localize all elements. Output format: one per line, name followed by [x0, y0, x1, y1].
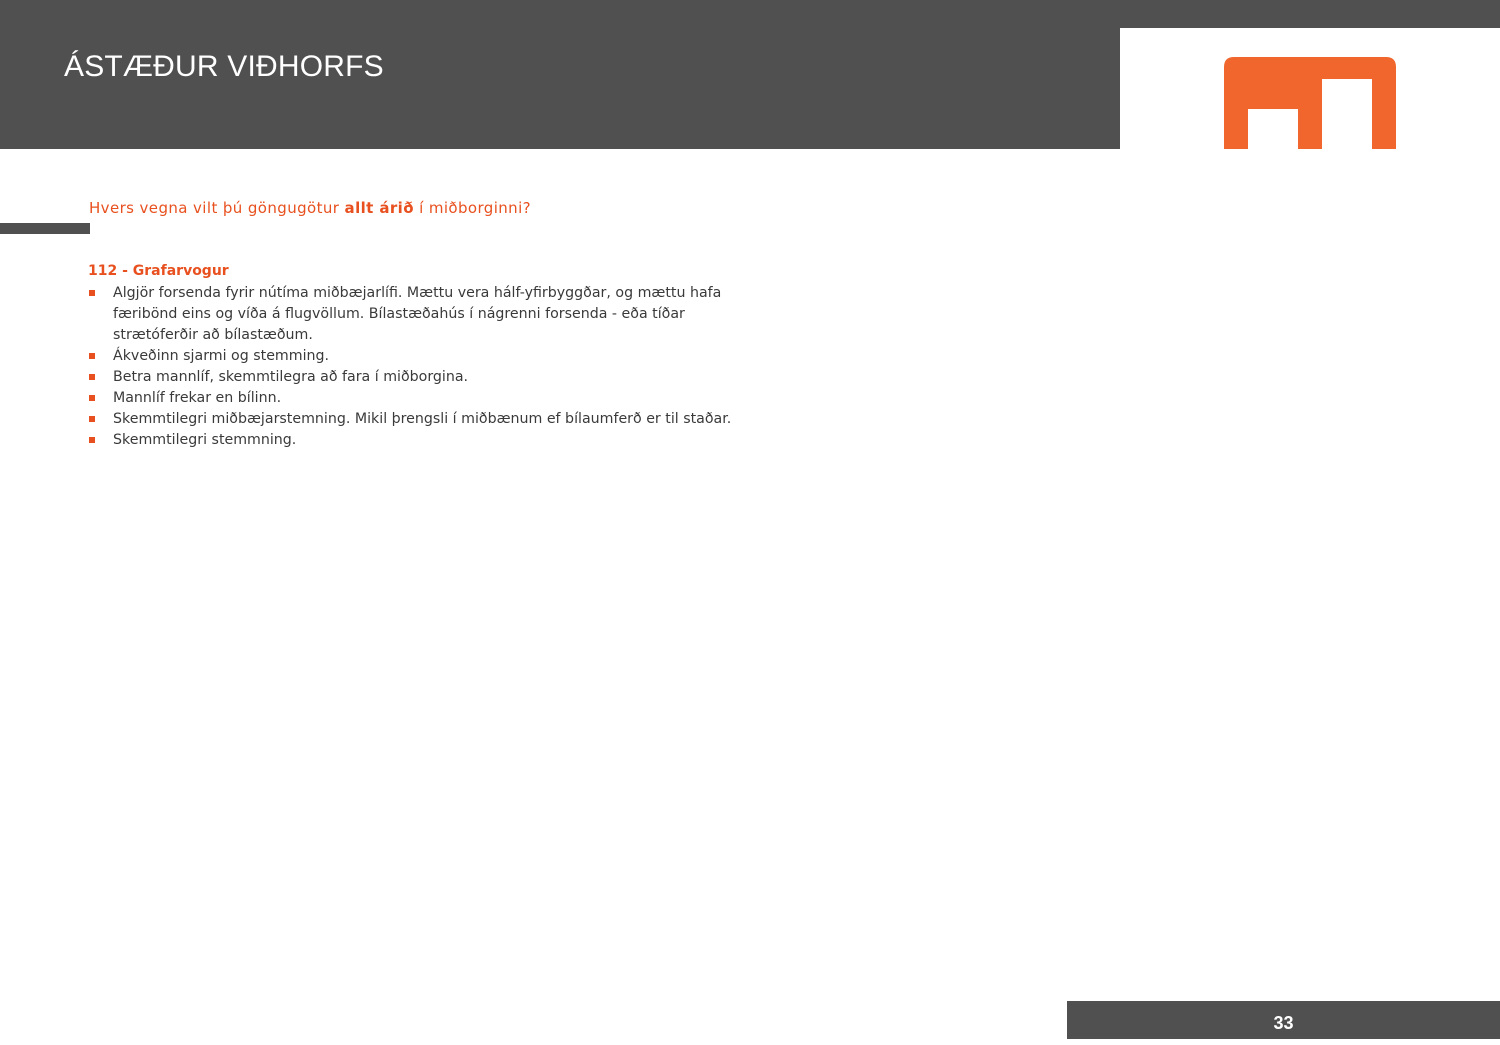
answer-text: Ákveðinn sjarmi og stemming.	[113, 348, 330, 364]
answer-text: Skemmtilegri stemmning.	[113, 432, 297, 448]
answer-text: Mannlíf frekar en bílinn.	[113, 390, 282, 406]
survey-question	[89, 199, 531, 217]
square-bullet-icon	[89, 437, 95, 443]
list-item	[88, 283, 748, 346]
logo-panel	[1120, 28, 1500, 149]
square-bullet-icon	[89, 416, 95, 422]
answer-text: Algjör forsenda fyrir nútíma miðbæjarlífi. Mættu vera hálf-yfirbyggðar, og mættu hafa færibönd eins og víða á flugvöllum. Bílastæðahús í nágrenni forsenda - eða tíðar strætóferðir að bílastæðum.	[113, 285, 722, 343]
list-item	[88, 367, 748, 388]
page-title: ÁSTÆÐUR VIÐHORFS	[64, 50, 384, 83]
square-bullet-icon	[89, 395, 95, 401]
square-bullet-icon	[89, 353, 95, 359]
footer-band	[1067, 1001, 1500, 1039]
answer-text: Betra mannlíf, skemmtilegra að fara í miðborgina.	[113, 369, 469, 385]
square-bullet-icon	[89, 290, 95, 296]
question-emphasis: allt árið	[344, 199, 414, 217]
list-item	[88, 409, 748, 430]
orange-brand-mark-icon	[1224, 57, 1396, 149]
page-number: 33	[1273, 1013, 1294, 1033]
square-bullet-icon	[89, 374, 95, 380]
question-suffix: í miðborginni?	[413, 199, 532, 217]
list-item	[88, 388, 748, 409]
list-item	[88, 346, 748, 367]
answer-list	[88, 283, 748, 451]
section-heading: 112 - Grafarvogur	[88, 263, 229, 279]
answers-section	[88, 263, 748, 451]
question-prefix: Hvers vegna vilt þú göngugötur	[89, 199, 345, 217]
side-accent-bar	[0, 223, 90, 234]
answer-text: Skemmtilegri miðbæjarstemning. Mikil þrengsli í miðbænum ef bílaumferð er til staðar.	[113, 411, 732, 427]
list-item	[88, 430, 748, 451]
